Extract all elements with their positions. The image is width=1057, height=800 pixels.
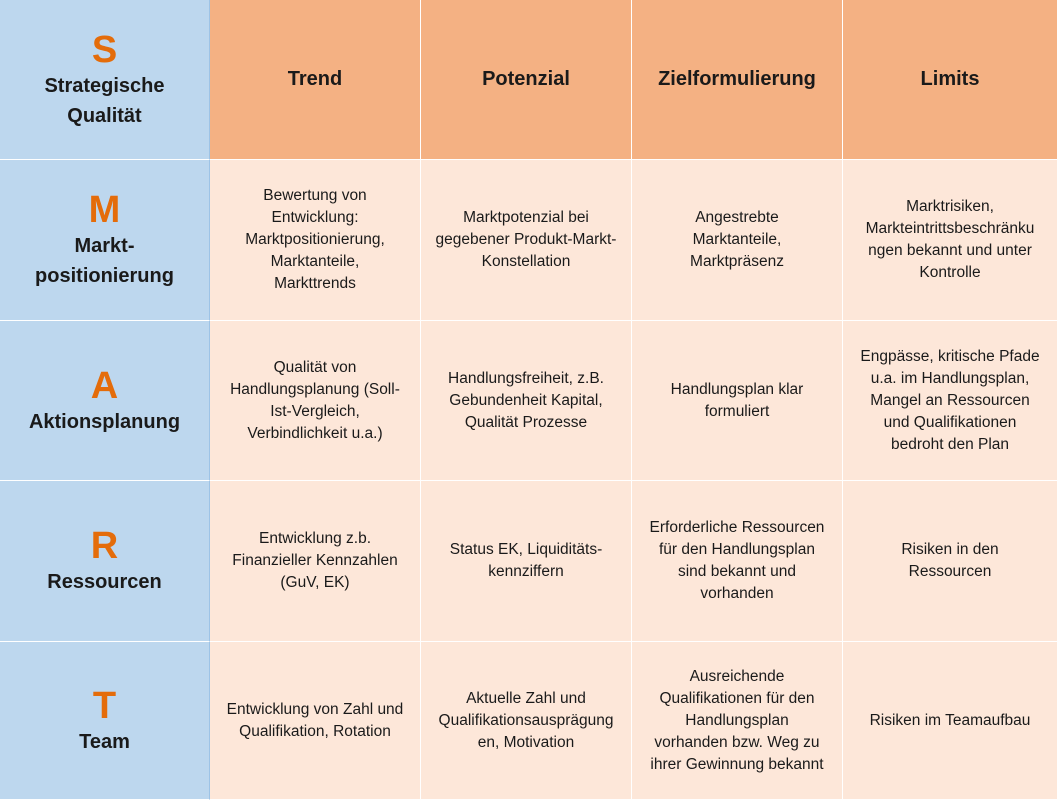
row-label-line1: Aktionsplanung: [28, 410, 181, 433]
cell-line: ngen bekannt und unter: [868, 242, 1032, 259]
cell-line: Handlungsplanung (Soll-: [230, 380, 400, 398]
cell-line: und Qualifikationen: [883, 413, 1017, 431]
cell-text: [671, 379, 804, 423]
cell-text: [690, 207, 784, 273]
cell-line: Bewertung von: [263, 187, 367, 204]
cell-m-limits: [843, 160, 1057, 321]
cell-line: Qualität von: [273, 358, 357, 376]
cell-line: Ausreichende: [689, 667, 785, 685]
cell-line: Entwicklung von Zahl und: [226, 700, 404, 718]
cell-line: Konstellation: [481, 253, 571, 270]
cell-line: Kontrolle: [919, 264, 981, 281]
cell-line: Markttrends: [274, 275, 356, 292]
cell-m-potenzial: [421, 160, 632, 321]
cell-line: Handlungsplan: [685, 711, 789, 729]
cell-text: [870, 710, 1031, 732]
cell-t-potenzial: [421, 642, 632, 800]
cell-line: Mangel an Ressourcen: [870, 391, 1030, 409]
row-header-m: [0, 160, 210, 321]
row-label-line2: positionierung: [35, 265, 174, 287]
cell-m-trend: [210, 160, 421, 321]
cell-text: [227, 699, 404, 743]
cell-text: [860, 346, 1039, 456]
cell-line: Entwicklung:: [271, 209, 359, 226]
cell-line: vorhanden bzw. Weg zu: [654, 733, 820, 751]
cell-line: kennziffern: [488, 563, 564, 580]
cell-line: Risiken in den: [901, 541, 999, 558]
cell-line: Handlungsplan klar: [670, 380, 804, 398]
cell-text: [866, 196, 1035, 284]
cell-line: Ist-Vergleich,: [270, 402, 360, 420]
cell-t-trend: [210, 642, 421, 800]
cell-line: u.a. im Handlungsplan,: [870, 369, 1030, 387]
cell-r-zielformulierung: [632, 481, 843, 642]
cell-text: [232, 528, 397, 594]
cell-line: Qualität Prozesse: [464, 413, 588, 431]
cell-line: Marktpotenzial bei: [463, 209, 589, 226]
cell-line: gegebener Produkt-Markt-: [435, 231, 617, 248]
cell-line: Marktpräsenz: [690, 253, 784, 270]
cell-line: Qualifikationsausprägung: [438, 711, 614, 729]
cell-line: Erforderliche Ressourcen: [649, 519, 825, 536]
cell-r-trend: [210, 481, 421, 642]
cell-text: [650, 517, 825, 605]
cell-line: Marktpositionierung,: [245, 231, 385, 248]
cell-line: Aktuelle Zahl und: [466, 689, 586, 707]
cell-line: Qualifikationen für den: [659, 689, 815, 707]
cell-line: sind bekannt und: [677, 563, 797, 580]
cell-m-zielformulierung: [632, 160, 843, 321]
column-header-zielformulierung: Zielformulierung: [632, 0, 843, 160]
cell-line: Marktanteile,: [692, 231, 782, 248]
column-header-limits: Limits: [843, 0, 1057, 160]
cell-line: Markteintrittsbeschränku: [865, 220, 1035, 237]
cell-line: Qualifikation, Rotation: [239, 722, 391, 740]
cell-t-zielformulierung: [632, 642, 843, 800]
cell-text: [439, 688, 614, 754]
cell-line: Gebundenheit Kapital,: [449, 391, 603, 409]
cell-text: [436, 207, 617, 273]
row-letter: S: [91, 28, 118, 71]
cell-line: Ressourcen: [908, 563, 992, 580]
cell-line: ihrer Gewinnung bekannt: [650, 755, 824, 773]
row-header-t: [0, 642, 210, 800]
row-letter: M: [88, 189, 121, 231]
cell-text: [450, 539, 603, 583]
cell-line: Verbindlichkeit u.a.): [247, 424, 383, 442]
cell-t-limits: [843, 642, 1057, 800]
cell-line: Entwicklung z.b.: [259, 530, 371, 547]
cell-r-potenzial: [421, 481, 632, 642]
cell-line: en, Motivation: [477, 733, 575, 751]
row-letter: A: [90, 364, 119, 407]
row-header-a: [0, 321, 210, 481]
cell-text: [901, 539, 998, 583]
cell-line: Handlungsfreiheit, z.B.: [448, 369, 604, 387]
row-header-r: [0, 481, 210, 642]
cell-line: Status EK, Liquiditäts-: [449, 541, 603, 558]
cell-a-zielformulierung: [632, 321, 843, 481]
cell-line: Engpässe, kritische Pfade: [860, 347, 1040, 365]
cell-a-potenzial: [421, 321, 632, 481]
cell-line: bedroht den Plan: [890, 435, 1010, 453]
row-header-s: [0, 0, 210, 160]
row-label-line1: Markt-: [74, 235, 135, 257]
cell-line: für den Handlungsplan: [659, 541, 815, 558]
cell-line: Risiken im Teamaufbau: [869, 711, 1031, 729]
cell-line: Marktanteile,: [270, 253, 360, 270]
cell-text: [650, 666, 823, 776]
cell-a-limits: [843, 321, 1057, 481]
cell-text: [230, 357, 400, 445]
cell-line: (GuV, EK): [280, 574, 350, 591]
row-label-line1: Ressourcen: [47, 571, 162, 593]
row-label-line1: Team: [79, 730, 130, 753]
cell-text: [448, 368, 604, 434]
cell-r-limits: [843, 481, 1057, 642]
column-header-potenzial: Potenzial: [421, 0, 632, 160]
cell-line: Marktrisiken,: [906, 198, 994, 215]
cell-line: Angestrebte: [695, 209, 779, 226]
cell-line: vorhanden: [700, 585, 774, 602]
row-label-line1: Strategische: [44, 74, 165, 97]
cell-line: Finanzieller Kennzahlen: [232, 552, 398, 569]
cell-text: [245, 185, 385, 295]
column-header-trend: Trend: [210, 0, 421, 160]
row-letter: R: [90, 525, 119, 567]
cell-a-trend: [210, 321, 421, 481]
cell-line: formuliert: [704, 402, 770, 420]
row-letter: T: [92, 684, 117, 727]
row-label-line2: Qualität: [67, 104, 142, 127]
